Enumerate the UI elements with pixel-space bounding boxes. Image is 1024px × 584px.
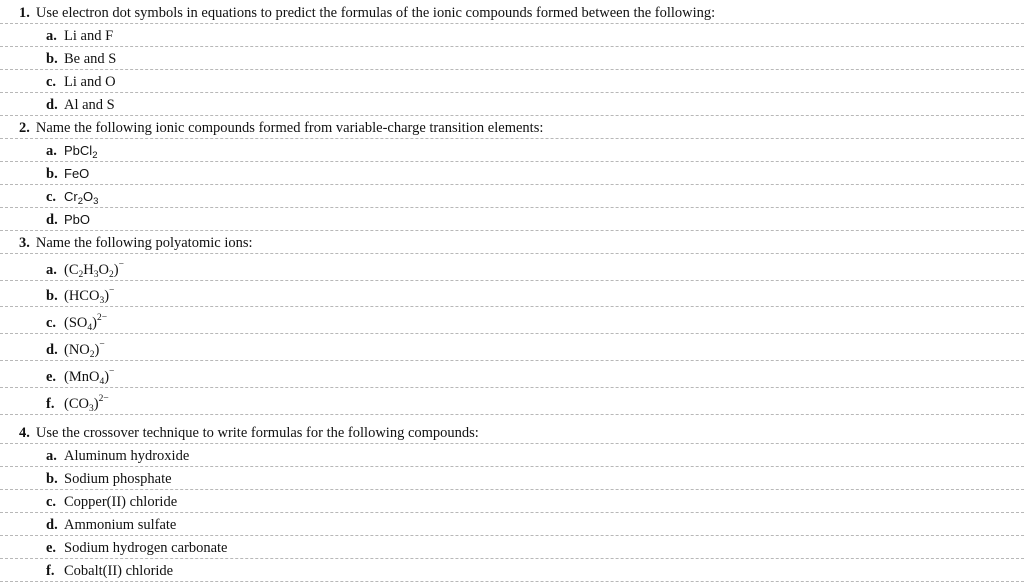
item-letter: c. (46, 494, 57, 510)
list-item (0, 283, 1024, 307)
formula-text (64, 341, 105, 359)
list-item (0, 560, 1024, 582)
item-letter: b. (46, 288, 58, 304)
formula-subscript: 2 (108, 270, 114, 280)
list-item (0, 48, 1024, 70)
formula-segment: (C (64, 262, 79, 278)
formula-segment: (MnO (64, 369, 100, 385)
formula-segment: FeO (64, 166, 90, 181)
item-letter: f. (46, 396, 55, 412)
formula-text (64, 261, 124, 279)
question-4-row (0, 422, 1024, 444)
list-item (0, 337, 1024, 361)
formula-segment: PbCl (64, 143, 93, 158)
item-letter: a. (46, 28, 57, 44)
formula-superscript: 2− (96, 313, 108, 323)
formula-segment: H (83, 262, 94, 278)
formula-segment: ) (104, 288, 110, 304)
formula-text (64, 188, 98, 206)
formula-segment: PbO (64, 212, 91, 227)
list-item (0, 209, 1024, 231)
question-prompt: Use electron dot symbols in equations to predict the formulas of the ionic compounds formed between the following: (35, 5, 716, 21)
item-letter: f. (46, 563, 55, 579)
formula-subscript: 3 (93, 196, 99, 207)
item-text: Be and S (64, 51, 117, 67)
formula-subscript: 3 (88, 404, 94, 414)
formula-segment: O (98, 262, 109, 278)
formula-segment: (SO (64, 315, 88, 331)
question-number: 2. (19, 120, 30, 136)
item-text: Sodium hydrogen carbonate (64, 540, 228, 556)
formula-subscript: 3 (93, 270, 99, 280)
list-item (0, 94, 1024, 116)
item-letter: a. (46, 143, 57, 159)
item-letter: c. (46, 315, 57, 331)
item-text: Sodium phosphate (64, 471, 172, 487)
item-text: Copper(II) chloride (64, 494, 178, 510)
question-prompt: Use the crossover technique to write formulas for the following compounds: (35, 425, 479, 441)
question-prompt: Name the following polyatomic ions: (35, 235, 253, 251)
list-item (0, 391, 1024, 415)
question-3 (19, 234, 253, 252)
question-4 (19, 424, 479, 442)
formula-segment: (CO (64, 396, 89, 412)
formula-segment: (HCO (64, 288, 100, 304)
formula-subscript: 2 (77, 196, 84, 207)
question-1-row (0, 2, 1024, 24)
formula-superscript: − (109, 286, 115, 296)
item-letter: d. (46, 97, 58, 113)
question-3-row (0, 232, 1024, 254)
formula-segment: ) (104, 369, 110, 385)
item-letter: d. (46, 342, 58, 358)
formula-text (64, 142, 97, 160)
item-letter: b. (46, 471, 58, 487)
list-item (0, 514, 1024, 536)
question-2-row (0, 117, 1024, 139)
item-letter: b. (46, 166, 58, 182)
formula-superscript: − (118, 260, 124, 270)
formula-superscript: − (109, 367, 115, 377)
list-item (0, 445, 1024, 467)
formula-superscript: − (99, 340, 105, 350)
item-letter: d. (46, 212, 58, 228)
list-item (0, 537, 1024, 559)
formula-subscript: 3 (99, 296, 105, 306)
question-prompt: Name the following ionic compounds formed from variable-charge transition elements: (35, 120, 544, 136)
formula-subscript: 4 (87, 323, 93, 333)
item-text: Ammonium sulfate (64, 517, 177, 533)
item-text: Cobalt(II) chloride (64, 563, 174, 579)
formula-subscript: 2 (89, 350, 95, 360)
question-number: 4. (19, 425, 30, 441)
formula-subscript: 4 (99, 377, 105, 387)
item-letter: e. (46, 540, 57, 556)
item-text: Aluminum hydroxide (64, 448, 190, 464)
formula-segment: ) (94, 342, 100, 358)
formula-segment: ) (92, 315, 97, 331)
item-text: Li and F (64, 28, 114, 44)
formula-text (64, 287, 114, 305)
list-item (0, 257, 1024, 281)
list-item (0, 186, 1024, 208)
formula-segment: (NO (64, 342, 90, 358)
list-item (0, 71, 1024, 93)
item-text: Al and S (64, 97, 115, 113)
question-number: 1. (19, 5, 30, 21)
list-item (0, 491, 1024, 513)
formula-text (64, 314, 107, 332)
list-item (0, 310, 1024, 334)
item-letter: c. (46, 189, 57, 205)
item-text: Li and O (64, 74, 116, 90)
item-letter: b. (46, 51, 58, 67)
question-2 (19, 119, 543, 137)
list-item (0, 140, 1024, 162)
question-1 (19, 4, 715, 22)
formula-subscript: 2 (78, 270, 84, 280)
formula-superscript: 2− (98, 394, 109, 404)
item-letter: e. (46, 369, 57, 385)
formula-segment: ) (113, 262, 119, 278)
list-item (0, 163, 1024, 185)
item-letter: d. (46, 517, 58, 533)
formula-text (64, 211, 90, 229)
formula-text (64, 368, 114, 386)
item-letter: c. (46, 74, 57, 90)
formula-segment: O (83, 189, 94, 204)
formula-subscript: 2 (92, 150, 98, 161)
formula-segment: Cr (64, 189, 78, 204)
item-letter: a. (46, 448, 57, 464)
list-item (0, 364, 1024, 388)
formula-text (64, 165, 89, 183)
list-item (0, 468, 1024, 490)
formula-segment: ) (93, 396, 99, 412)
formula-text (64, 395, 109, 413)
item-letter: a. (46, 262, 57, 278)
question-number: 3. (19, 235, 30, 251)
list-item (0, 25, 1024, 47)
